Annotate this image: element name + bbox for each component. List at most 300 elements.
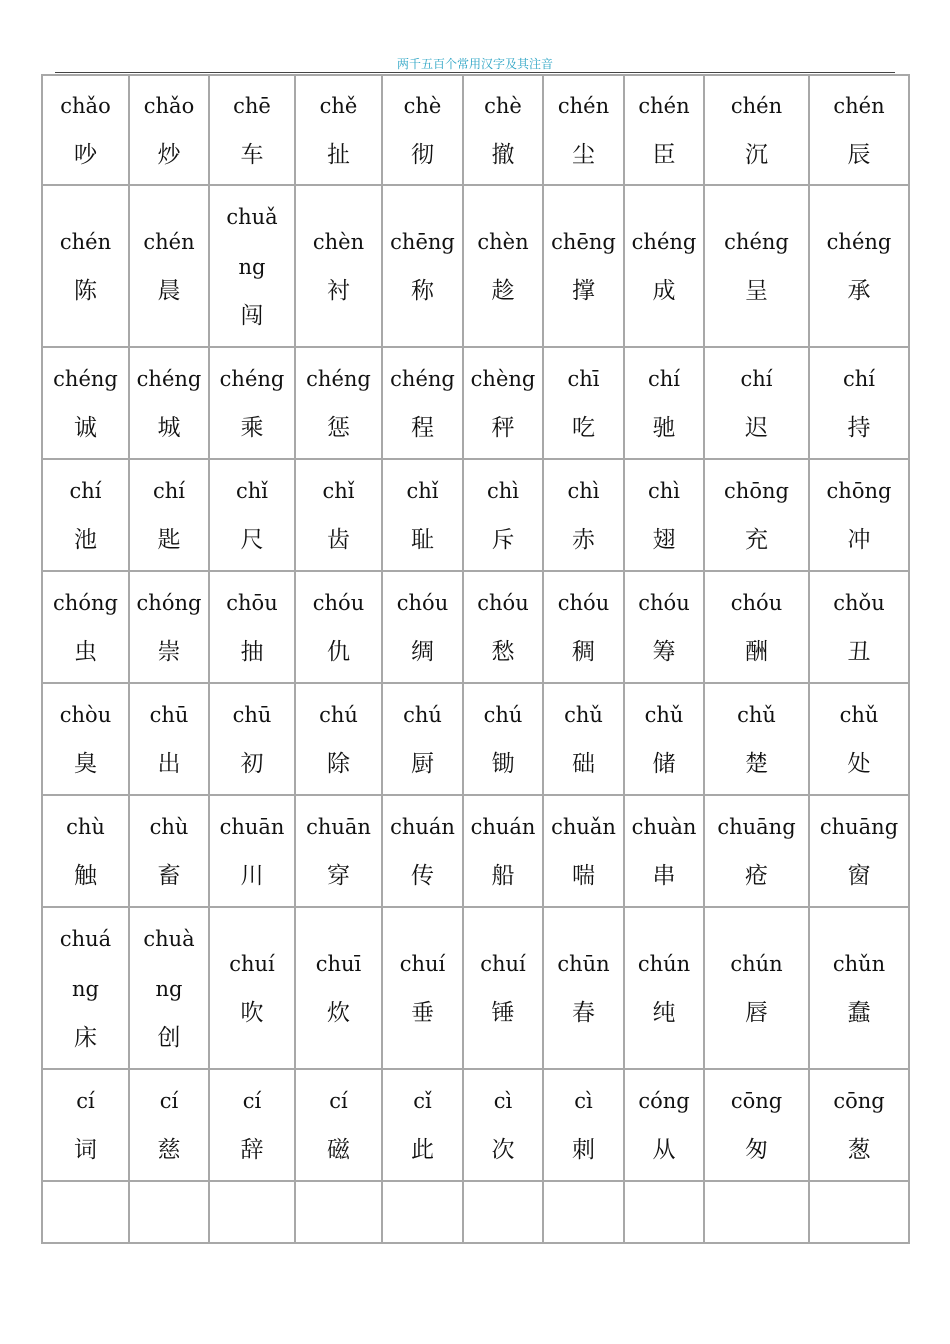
hanzi-character: 出 [157,751,181,777]
hanzi-character: 畜 [157,863,181,889]
cell-content [296,186,381,346]
character-cell [129,459,209,571]
character-cell [543,1069,624,1181]
hanzi-character: 臭 [74,751,97,777]
pinyin-label: chèng [470,367,536,391]
character-cell [295,571,382,683]
cell-content [296,796,381,906]
pinyin-label: chǐ [322,479,355,503]
character-cell [809,907,909,1069]
character-cell [624,683,704,795]
character-cell [543,347,624,459]
hanzi-character: 穿 [327,863,350,889]
character-cell [809,459,909,571]
character-cell [295,459,382,571]
character-cell [129,185,209,347]
cell-content [130,1182,208,1242]
pinyin-label-part: ng [72,977,99,1001]
hanzi-character: 承 [847,278,871,304]
pinyin-label: cí [329,1089,348,1113]
character-cell [624,795,704,907]
cell-content [210,908,294,1068]
character-cell [42,459,129,571]
pinyin-label: chén [59,230,112,254]
hanzi-character: 吹 [240,1000,264,1026]
pinyin-label-part: ng [155,977,183,1001]
cell-content [625,348,703,458]
hanzi-character: 春 [572,1000,595,1026]
pinyin-label: chǎo [60,94,111,118]
pinyin-label: chún [730,952,783,976]
character-cell [129,1069,209,1181]
cell-content [464,908,542,1068]
pinyin-label: chuān [306,815,371,839]
pinyin-label: chù [149,815,189,839]
hanzi-character: 尘 [572,142,595,168]
hanzi-character: 窗 [847,863,871,889]
pinyin-label: chù [66,815,105,839]
character-cell [463,1181,543,1243]
hanzi-character: 触 [74,863,97,889]
cell-content [544,1182,623,1242]
cell-content [296,76,381,184]
cell-content [43,1070,128,1180]
page-header-title: 两千五百个常用汉字及其注音 [396,57,553,71]
cell-content [210,186,294,346]
character-cell [382,185,463,347]
hanzi-character: 赤 [572,527,595,553]
character-cell [704,459,809,571]
cell-content [43,684,128,794]
character-cell [463,347,543,459]
cell-content [810,1182,908,1242]
character-cell [42,1181,129,1243]
cell-content [296,1182,381,1242]
character-cell [129,795,209,907]
cell-content [625,572,703,682]
pinyin-label: chéng [390,367,455,391]
character-cell [704,1069,809,1181]
pinyin-label: chén [638,94,690,118]
character-cell [809,571,909,683]
character-cell [809,1069,909,1181]
hanzi-character: 绸 [411,639,434,665]
pinyin-label: chéng [306,367,371,391]
cell-content [43,76,128,184]
hanzi-character: 彻 [411,142,434,168]
hanzi-character: 耻 [411,527,434,553]
pinyin-label: chéng [631,230,697,254]
hanzi-character: 酬 [745,639,768,665]
cell-content [464,684,542,794]
hanzi-character: 厨 [411,751,434,777]
pinyin-label: chì [647,479,680,503]
cell-content [544,348,623,458]
pinyin-label-part: chuà [143,927,195,951]
pinyin-label: chí [69,479,102,503]
hanzi-character: 初 [240,751,264,777]
pinyin-label: chóu [730,591,783,615]
character-cell [209,1069,295,1181]
character-cell [624,185,704,347]
cell-content [43,1182,128,1242]
cell-content [43,796,128,906]
character-cell [624,571,704,683]
hanzi-character: 城 [157,415,181,441]
character-cell [382,571,463,683]
character-cell [129,571,209,683]
character-cell [382,795,463,907]
hanzi-character: 辞 [240,1137,264,1163]
table-row [42,459,909,571]
cell-content [130,460,208,570]
cell-content [705,76,808,184]
hanzi-character: 船 [491,863,515,889]
cell-content [383,684,462,794]
table-row [42,795,909,907]
cell-content [383,186,462,346]
character-cell [209,795,295,907]
pinyin-label: chuǎn [551,815,616,839]
cell-content [625,684,703,794]
hanzi-character: 驰 [652,415,676,441]
cell-content [810,572,908,682]
character-cell [295,347,382,459]
hanzi-character: 疮 [745,863,768,889]
character-cell [463,1069,543,1181]
cell-content [296,908,381,1068]
character-cell [704,75,809,185]
character-cell [624,907,704,1069]
character-cell [809,185,909,347]
table-row [42,683,909,795]
pinyin-label: chǔn [832,952,886,976]
pinyin-label: chǔ [644,703,684,727]
hanzi-character: 锄 [491,751,515,777]
table-row [42,1181,909,1243]
hanzi-character: 持 [847,415,871,441]
character-cell [809,1181,909,1243]
character-cell [543,1181,624,1243]
character-cell [624,347,704,459]
cell-content [130,908,208,1068]
hanzi-character: 词 [74,1137,97,1163]
pinyin-label: chōu [226,591,278,615]
pinyin-label: cí [159,1089,179,1113]
cell-content [130,76,208,184]
hanzi-character: 稠 [572,639,595,665]
character-cell [129,907,209,1069]
hanzi-character: 匙 [157,527,181,553]
pinyin-label: chǒu [833,591,885,615]
character-cell [543,459,624,571]
cell-content [544,908,623,1068]
cell-content [130,186,208,346]
character-cell [624,1181,704,1243]
pinyin-label: chí [842,367,875,391]
character-cell [42,75,129,185]
hanzi-character: 蠢 [847,1000,871,1026]
cell-content [383,908,462,1068]
cell-content [130,796,208,906]
cell-content [810,186,908,346]
character-cell [209,75,295,185]
hanzi-character: 斥 [491,527,515,553]
character-cell [209,1181,295,1243]
character-cell [463,907,543,1069]
hanzi-character: 炒 [157,142,181,168]
pinyin-label-part: chuá [59,927,112,951]
cell-content [625,1182,703,1242]
pinyin-label: cì [574,1089,593,1113]
hanzi-character: 吃 [572,415,595,441]
hanzi-character: 川 [240,863,264,889]
hanzi-character: 磁 [327,1137,350,1163]
hanzi-character: 车 [240,142,264,168]
cell-content [383,76,462,184]
cell-content [705,1070,808,1180]
pinyin-label: chéng [219,367,285,391]
character-cell [463,459,543,571]
pinyin-label: chí [740,367,773,391]
pinyin-label: chì [567,479,600,503]
hanzi-character: 趁 [491,278,515,304]
cell-content [625,908,703,1068]
character-cell [704,683,809,795]
hanzi-character: 乘 [240,415,264,441]
pinyin-label: chuí [399,952,446,976]
character-cell [704,347,809,459]
hanzi-character: 础 [572,751,595,777]
pinyin-label: chóng [53,591,118,615]
character-cell [295,1181,382,1243]
hanzi-character: 呈 [745,278,768,304]
character-cell [382,459,463,571]
pinyin-label: chōng [724,479,789,503]
pinyin-label: chóu [312,591,365,615]
cell-content [464,796,542,906]
character-cell [704,795,809,907]
hanzi-character: 丑 [847,639,871,665]
hanzi-character: 臣 [652,142,676,168]
character-cell [382,907,463,1069]
cell-content [810,796,908,906]
hanzi-character: 崇 [157,639,181,665]
pinyin-label: chóu [557,591,610,615]
cell-content [43,186,128,346]
pinyin-label: chóu [638,591,690,615]
pinyin-label: chè [403,94,442,118]
cell-content [210,1070,294,1180]
character-cell [209,347,295,459]
hanzi-character: 池 [74,527,97,553]
character-cell [809,795,909,907]
character-cell [42,185,129,347]
character-cell [543,683,624,795]
cell-content [210,348,294,458]
hanzi-character: 床 [74,1025,97,1051]
pinyin-label: chóng [136,591,202,615]
pinyin-label-part: ng [238,255,266,279]
hanzi-character: 储 [652,751,676,777]
hanzi-character: 辰 [847,142,871,168]
character-cell [543,571,624,683]
cell-content [43,572,128,682]
cell-content [383,572,462,682]
hanzi-character: 扯 [327,142,350,168]
hanzi-character: 尺 [240,527,264,553]
hanzi-character: 仇 [327,639,350,665]
cell-content [544,460,623,570]
table-body [42,75,909,1243]
cell-content [130,572,208,682]
character-cell [382,1181,463,1243]
pinyin-label: chéng [136,367,202,391]
pinyin-label: chuāng [717,815,796,839]
cell-content [705,460,808,570]
pinyin-label: cóng [638,1089,690,1113]
cell-content [705,572,808,682]
cell-content [625,460,703,570]
cell-content [130,348,208,458]
pinyin-label: chuāng [819,815,899,839]
cell-content [464,76,542,184]
hanzi-character: 秤 [491,415,515,441]
pinyin-label: chèn [312,230,365,254]
pinyin-label: chén [557,94,610,118]
pinyin-label: chú [403,703,442,727]
character-cell [704,907,809,1069]
character-cell [129,75,209,185]
pinyin-label: cí [76,1089,95,1113]
character-cell [704,571,809,683]
character-cell [42,907,129,1069]
cell-content [210,572,294,682]
cell-content [705,186,808,346]
table-row [42,75,909,185]
cell-content [544,1070,623,1180]
pinyin-label-part: chuǎ [226,205,278,229]
pinyin-label: chuān [219,815,285,839]
cell-content [210,684,294,794]
hanzi-character: 垂 [411,1000,434,1026]
pinyin-label: chì [486,479,519,503]
cell-content [464,460,542,570]
pinyin-label: chòu [59,703,112,727]
cell-content [210,76,294,184]
character-cell [295,907,382,1069]
cell-content [130,684,208,794]
cell-content [810,348,908,458]
hanzi-character: 处 [847,751,871,777]
cell-content [544,572,623,682]
character-cell [42,571,129,683]
pinyin-label: chī [567,367,600,391]
character-cell [295,795,382,907]
cell-content [130,1070,208,1180]
cell-content [810,460,908,570]
pinyin-label: chǔ [737,703,776,727]
pinyin-label: chuí [229,952,275,976]
hanzi-character: 炊 [327,1000,350,1026]
cell-content [464,572,542,682]
cell-content [43,460,128,570]
hanzi-character: 撑 [572,278,595,304]
hanzi-character: 匆 [745,1137,768,1163]
hanzi-character: 刺 [572,1137,595,1163]
pinyin-character-table [41,74,910,1244]
cell-content [810,1070,908,1180]
hanzi-character: 闯 [240,303,264,329]
hanzi-character: 成 [652,278,676,304]
hanzi-character: 纯 [652,1000,676,1026]
pinyin-label: chǔ [564,703,603,727]
character-cell [382,347,463,459]
cell-content [383,460,462,570]
hanzi-character: 称 [411,278,434,304]
hanzi-character: 翅 [652,527,676,553]
cell-content [296,348,381,458]
cell-content [210,1182,294,1242]
hanzi-character: 慈 [157,1137,181,1163]
character-cell [463,185,543,347]
cell-content [810,908,908,1068]
character-cell [209,571,295,683]
hanzi-character: 除 [327,751,350,777]
character-cell [463,795,543,907]
character-cell [129,347,209,459]
hanzi-character: 次 [491,1137,515,1163]
hanzi-character: 迟 [745,415,768,441]
character-cell [295,185,382,347]
character-cell [209,185,295,347]
cell-content [625,1070,703,1180]
character-cell [463,75,543,185]
cell-content [464,348,542,458]
character-cell [624,75,704,185]
hanzi-character: 惩 [327,415,350,441]
hanzi-character: 此 [411,1137,434,1163]
hanzi-character: 撤 [491,142,515,168]
pinyin-label: chéng [826,230,892,254]
character-cell [543,185,624,347]
pinyin-label: cōng [833,1089,885,1113]
cell-content [544,796,623,906]
hanzi-character: 喘 [572,863,595,889]
pinyin-label: chí [152,479,185,503]
pinyin-label: chuán [390,815,455,839]
table-row [42,1069,909,1181]
hanzi-character: 陈 [74,278,97,304]
character-cell [295,683,382,795]
cell-content [210,460,294,570]
hanzi-character: 诚 [74,415,97,441]
cell-content [625,796,703,906]
hanzi-character: 楚 [745,751,768,777]
hanzi-character: 沉 [745,142,768,168]
hanzi-character: 串 [652,863,676,889]
cell-content [544,684,623,794]
hanzi-character: 吵 [74,142,97,168]
cell-content [464,186,542,346]
character-cell [382,1069,463,1181]
pinyin-label: chuàn [631,815,697,839]
cell-content [464,1070,542,1180]
hanzi-character: 衬 [327,278,350,304]
header-rule [55,72,895,73]
character-cell [704,1181,809,1243]
pinyin-label: chōng [826,479,892,503]
